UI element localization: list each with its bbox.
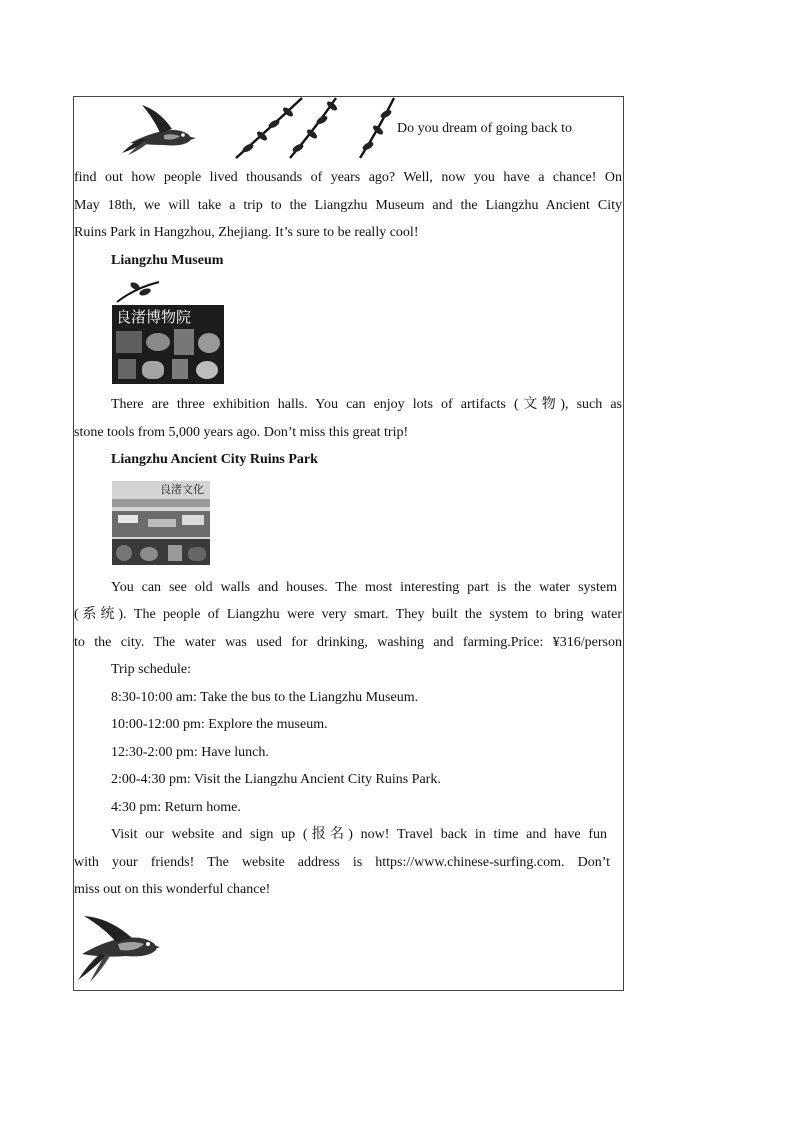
park-para-line-2: (系统). The people of Liangzhu were very smart. They built the system to bring water <box>74 607 622 622</box>
schedule-item: 8:30-10:00 am: Take the bus to the Liangzhu Museum. <box>111 690 419 705</box>
park-heading: Liangzhu Ancient City Ruins Park <box>111 452 318 467</box>
intro-line-3: May 18th, we will take a trip to the Liangzhu Museum and the Liangzhu Ancient City <box>74 198 622 213</box>
leaf-sprig-icon <box>115 278 161 304</box>
park-para-line-3: to the city. The water was used for drinking, washing and farming.Price: ¥316/person <box>74 635 622 650</box>
museum-para-line-2: stone tools from 5,000 years ago. Don’t miss this great trip! <box>74 425 409 440</box>
intro-line-1: Do you dream of going back to <box>397 121 572 136</box>
museum-photo <box>112 305 224 384</box>
closing-line-1: Visit our website and sign up (报名) now! Travel back in time and have fun <box>111 827 607 842</box>
schedule-title: Trip schedule: <box>111 662 191 677</box>
museum-heading: Liangzhu Museum <box>111 253 224 268</box>
park-photo-label: 良渚文化 <box>160 483 204 496</box>
intro-line-4: Ruins Park in Hangzhou, Zhejiang. It’s sure to be really cool! <box>74 225 419 240</box>
schedule-item: 4:30 pm: Return home. <box>111 800 241 815</box>
intro-line-2: find out how people lived thousands of years ago? Well, now you have a chance! On <box>74 170 622 185</box>
schedule-item: 12:30-2:00 pm: Have lunch. <box>111 745 269 760</box>
museum-para-line-1: There are three exhibition halls. You can enjoy lots of artifacts (文物), such as <box>111 397 622 412</box>
museum-photo-label: 良渚博物院 <box>116 308 192 326</box>
closing-line-3: miss out on this wonderful chance! <box>74 882 271 897</box>
closing-line-2: with your friends! The website address is https://www.chinese-surfing.com. Don’t <box>74 855 610 870</box>
willow-branch-icon <box>232 96 402 160</box>
schedule-item: 2:00-4:30 pm: Visit the Liangzhu Ancient City Ruins Park. <box>111 772 441 787</box>
park-para-line-1: You can see old walls and houses. The most interesting part is the water system <box>111 580 617 595</box>
schedule-item: 10:00-12:00 pm: Explore the museum. <box>111 717 328 732</box>
park-photo <box>112 481 210 565</box>
swallow-icon <box>76 914 160 982</box>
swallow-icon <box>120 103 196 155</box>
